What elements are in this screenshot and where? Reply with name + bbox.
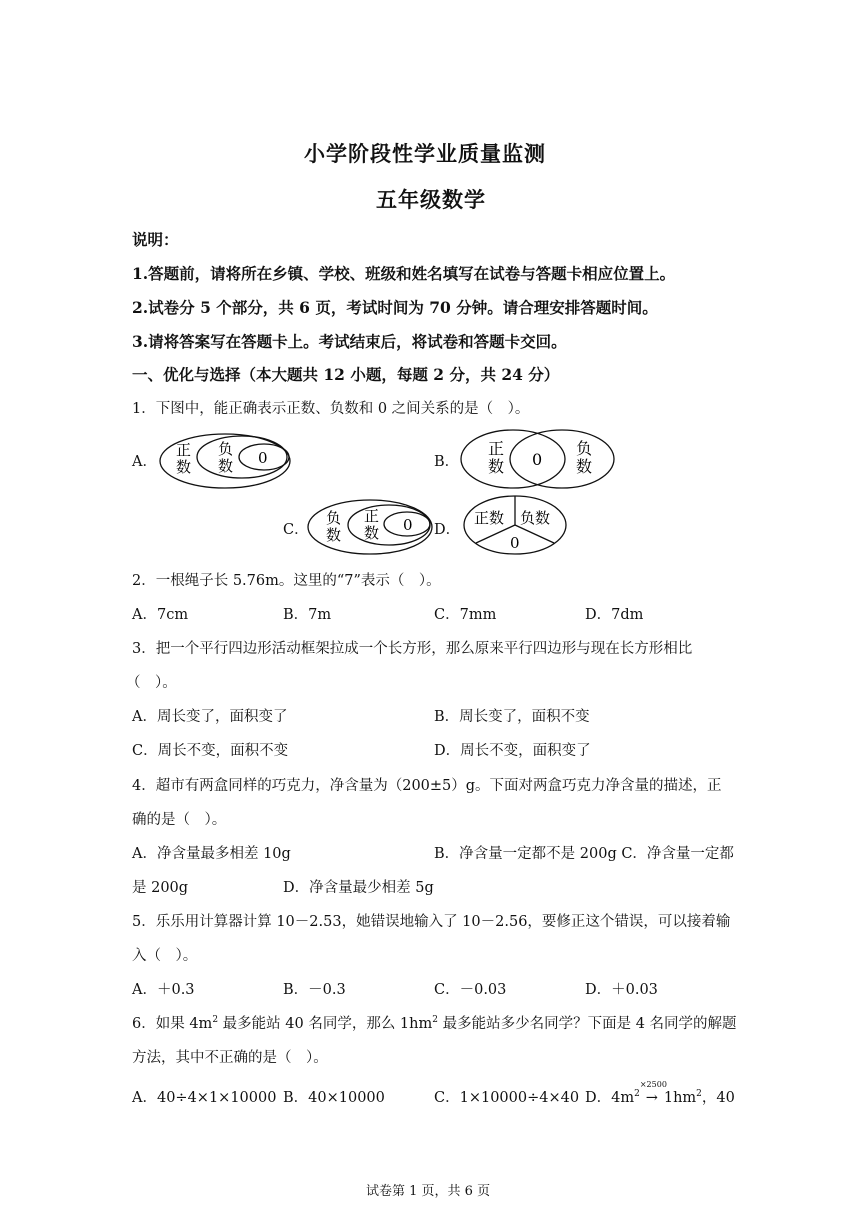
q6-stem-part3: 最多能站多少名同学？下面是 4 名同学的解题	[437, 1016, 737, 1032]
q1a-fu: 负	[218, 440, 234, 458]
q6-d-sup-2: 2	[696, 1089, 702, 1100]
q4-option-c-cont: 是 200g	[132, 880, 189, 896]
q2-option-a: A．7cm	[132, 607, 189, 623]
q6-stem-part2: 最多能站 40 名同学，那么 1hm	[218, 1016, 433, 1032]
page-footer: 试卷第 1 页，共 6 页	[366, 1184, 491, 1199]
notes-heading: 说明：	[132, 230, 179, 249]
page-subtitle: 五年级数学	[376, 187, 486, 212]
q6-d-sup-1: 2	[634, 1089, 640, 1100]
q2-option-c: C．7mm	[434, 607, 497, 623]
q6-stem-line1	[132, 1012, 737, 1033]
q1d-fushu: 负数	[520, 509, 551, 527]
q1c-zero: 0	[403, 516, 413, 534]
q3-stem-line2: （ ）。	[126, 675, 177, 691]
q1c-zheng: 正	[364, 507, 380, 525]
q2-option-d: D．7dm	[585, 607, 644, 623]
q6-option-c: C．1×10000÷4×40	[434, 1090, 580, 1106]
q5-option-d: D．＋0.03	[585, 982, 658, 998]
q1b-shu2: 数	[576, 457, 593, 476]
q5-stem-line2: 入（ ）。	[132, 948, 198, 964]
q5-option-b: B．－0.3	[283, 982, 346, 998]
q4-option-d: D．净含量最少相差 5g	[283, 880, 434, 896]
q1-option-b-label: B．	[434, 454, 460, 470]
q6-d-arrow	[639, 1080, 667, 1106]
q1b-fu: 负	[576, 439, 593, 458]
q1-stem: 1．下图中，能正确表示正数、负数和 0 之间关系的是（ ）。	[132, 401, 530, 417]
q1-option-a-label: A．	[132, 454, 157, 470]
q6-option-a: A．40÷4×1×10000	[132, 1090, 277, 1106]
right-arrow-icon: →	[645, 1090, 658, 1106]
q3-option-c: C．周长不变，面积不变	[132, 743, 289, 759]
q2-option-b: B．7m	[283, 607, 332, 623]
q4-option-b-c: B．净含量一定都不是 200g C．净含量一定都	[434, 846, 734, 862]
q1c-shu2: 数	[364, 524, 380, 542]
q1-diagram-d	[461, 493, 571, 557]
q5-option-c: C．－0.03	[434, 982, 507, 998]
q3-option-b: B．周长变了，面积不变	[434, 709, 590, 725]
q6-option-b: B．40×10000	[283, 1090, 385, 1106]
q1a-shu: 数	[176, 458, 192, 476]
q6-sup-2: 2	[432, 1015, 438, 1026]
q1c-fu: 负	[326, 509, 342, 527]
q4-stem-line2: 确的是（ ）。	[132, 812, 227, 828]
q3-stem-line1: 3．把一个平行四边形活动框架拉成一个长方形，那么原来平行四边形与现在长方形相比	[132, 641, 693, 657]
q6-sup-1: 2	[212, 1015, 219, 1026]
q1b-zero: 0	[532, 450, 543, 469]
q1-option-c-label: C．	[283, 522, 309, 538]
page-title: 小学阶段性学业质量监测	[304, 141, 546, 166]
q1c-shu: 数	[326, 526, 342, 544]
q1d-zhengshu: 正数	[474, 509, 505, 527]
q4-stem-line1: 4．超市有两盒同样的巧克力，净含量为（200±5）g。下面对两盒巧克力净含量的描述，正	[132, 778, 722, 794]
note-item-2: 2.试卷分 5 个部分，共 6 页，考试时间为 70 分钟。请合理安排答题时间。	[132, 298, 658, 317]
q6-d-tail: ，40	[701, 1090, 735, 1106]
q1a-zero: 0	[258, 449, 268, 467]
q1d-zero: 0	[510, 534, 520, 552]
note-item-1: 1.答题前，请将所在乡镇、学校、班级和姓名填写在试卷与答题卡相应位置上。	[132, 264, 676, 283]
q6-stem-part1: 6．如果 4m	[132, 1016, 213, 1032]
q1-diagram-a	[158, 432, 293, 490]
q3-option-a: A．周长变了，面积变了	[132, 709, 288, 725]
q1b-zheng: 正	[488, 439, 505, 458]
q4-option-a: A．净含量最多相差 10g	[132, 846, 291, 862]
section-heading: 一、优化与选择（本大题共 12 小题，每题 2 分，共 24 分）	[132, 365, 560, 384]
q2-stem: 2．一根绳子长 5.76m。这里的“7”表示（ ）。	[132, 573, 441, 589]
q6-stem-line2: 方法，其中不正确的是（ ）。	[132, 1050, 328, 1066]
q1a-zheng: 正	[176, 441, 192, 459]
q6-option-d	[585, 1080, 735, 1107]
q1-option-d-label: D．	[434, 522, 461, 538]
q3-option-d: D．周长不变，面积变了	[434, 743, 591, 759]
q6-d-arrow-label: ×2500	[639, 1080, 667, 1089]
q1-diagram-b	[458, 428, 618, 490]
q1b-shu: 数	[488, 457, 505, 476]
note-item-3: 3.请将答案写在答题卡上。考试结束后，将试卷和答题卡交回。	[132, 332, 567, 351]
q5-stem-line1: 5．乐乐用计算器计算 10－2.53，她错误地输入了 10－2.56，要修正这个错误，可以接着输	[132, 914, 731, 930]
q6-d-post: 1hm	[663, 1090, 697, 1106]
q5-option-a: A．＋0.3	[132, 982, 195, 998]
q1a-shu2: 数	[218, 457, 234, 475]
q1-diagram-c	[306, 498, 434, 556]
q6-d-pre: D．4m	[585, 1090, 635, 1106]
